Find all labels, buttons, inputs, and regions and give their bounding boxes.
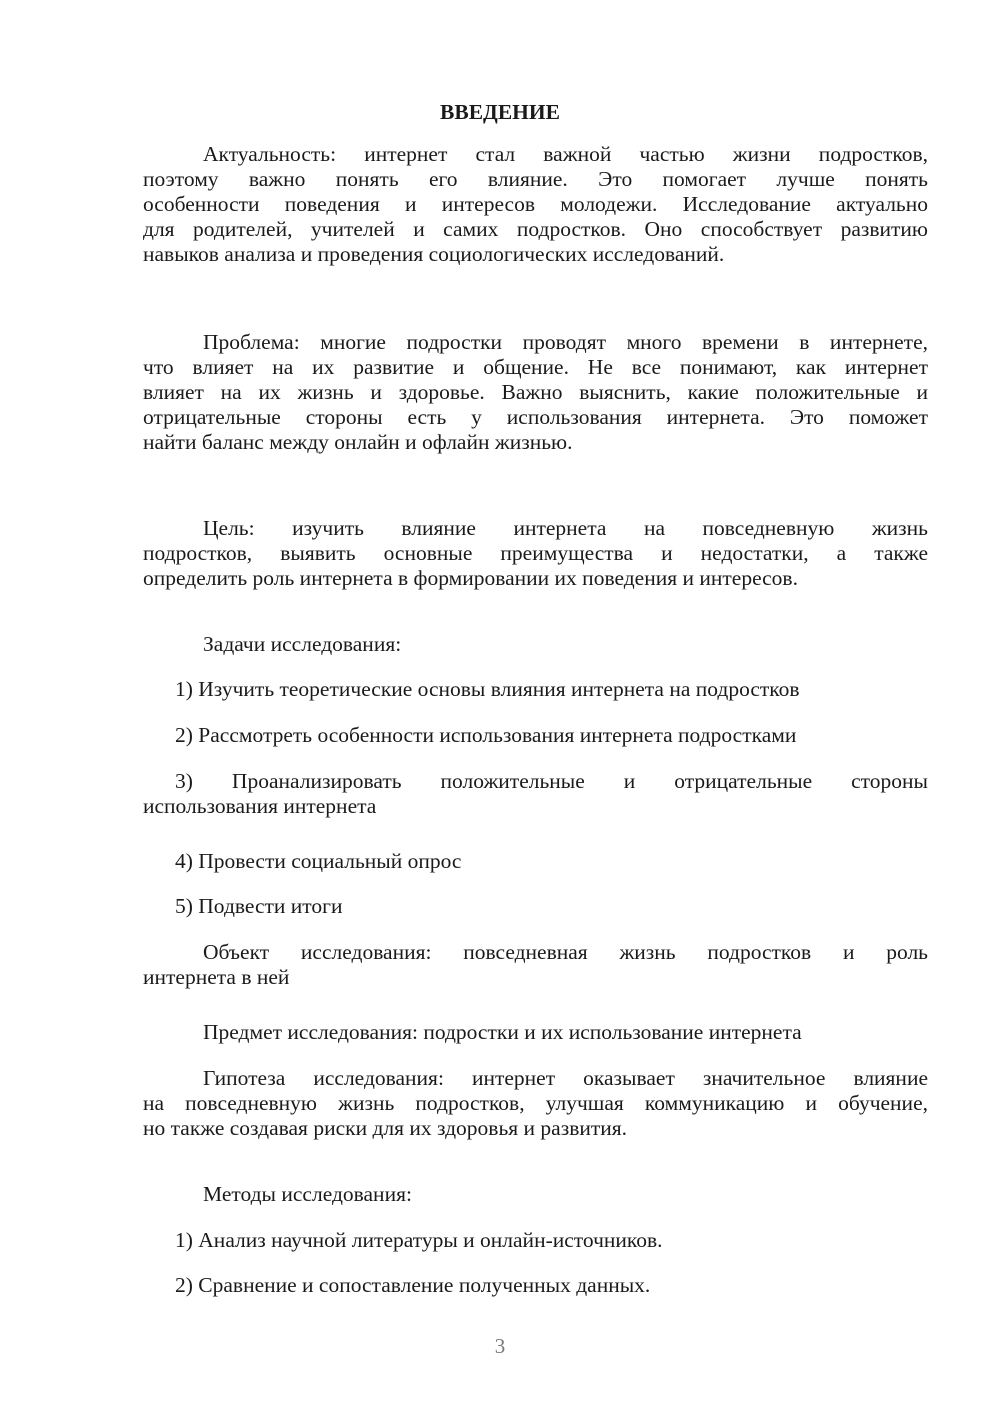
text-line: для родителей, учителей и самих подростков. Оно способствует развитию bbox=[143, 217, 928, 241]
problem-paragraph bbox=[143, 330, 928, 455]
task-item-4: 4) Провести социальный опрос bbox=[175, 849, 462, 873]
methods-title: Методы исследования: bbox=[203, 1182, 412, 1206]
task-item-3: 3) Проанализировать положительные и отрицательные стороны использования интернета bbox=[143, 769, 928, 818]
text-line: Объект исследования: повседневная жизнь подростков и роль bbox=[203, 940, 928, 964]
text-line: Актуальность: интернет стал важной частью жизни подростков, bbox=[203, 142, 928, 166]
hypothesis-paragraph bbox=[143, 1066, 928, 1141]
object-paragraph bbox=[143, 940, 928, 990]
text-line: подростков, выявить основные преимущества и недостатки, а также bbox=[143, 541, 928, 565]
tasks-title: Задачи исследования: bbox=[203, 632, 402, 656]
text-line: отрицательные стороны есть у использования интернета. Это поможет bbox=[143, 405, 928, 429]
text-line: поэтому важно понять его влияние. Это помогает лучше понять bbox=[143, 167, 928, 191]
text-line: Цель: изучить влияние интернета на повседневную жизнь bbox=[203, 516, 928, 540]
text-line: определить роль интернета в формировании их поведения и интересов. bbox=[143, 566, 798, 590]
text-line: Проблема: многие подростки проводят много времени в интернете, bbox=[203, 330, 928, 354]
text-line: навыков анализа и проведения социологических исследований. bbox=[143, 242, 725, 266]
relevance-paragraph bbox=[143, 142, 928, 267]
task-item-2: 2) Рассмотреть особенности использования интернета подростками bbox=[175, 723, 797, 747]
text-line: что влияет на их развитие и общение. Не все понимают, как интернет bbox=[143, 355, 928, 379]
text-line: Гипотеза исследования: интернет оказывает значительное влияние bbox=[203, 1066, 928, 1090]
task-item-5: 5) Подвести итоги bbox=[175, 894, 343, 918]
method-item-1: 1) Анализ научной литературы и онлайн-источников. bbox=[175, 1228, 663, 1252]
task-item-1: 1) Изучить теоретические основы влияния интернета на подростков bbox=[175, 677, 800, 701]
section-heading: ВВЕДЕНИЕ bbox=[440, 100, 560, 124]
text-line: интернета в ней bbox=[143, 965, 290, 989]
text-line: влияет на их жизнь и здоровье. Важно выяснить, какие положительные и bbox=[143, 380, 928, 404]
method-item-2: 2) Сравнение и сопоставление полученных данных. bbox=[175, 1273, 651, 1297]
text-line: на повседневную жизнь подростков, улучшая коммуникацию и обучение, bbox=[143, 1091, 928, 1115]
text-line: особенности поведения и интересов молодежи. Исследование актуально bbox=[143, 192, 928, 216]
subject-paragraph: Предмет исследования: подростки и их использование интернета bbox=[203, 1020, 802, 1044]
page-number: 3 bbox=[494, 1334, 506, 1358]
text-line: но также создавая риски для их здоровья и развития. bbox=[143, 1116, 628, 1140]
goal-paragraph bbox=[143, 516, 928, 591]
text-line: найти баланс между онлайн и офлайн жизнью. bbox=[143, 430, 573, 454]
